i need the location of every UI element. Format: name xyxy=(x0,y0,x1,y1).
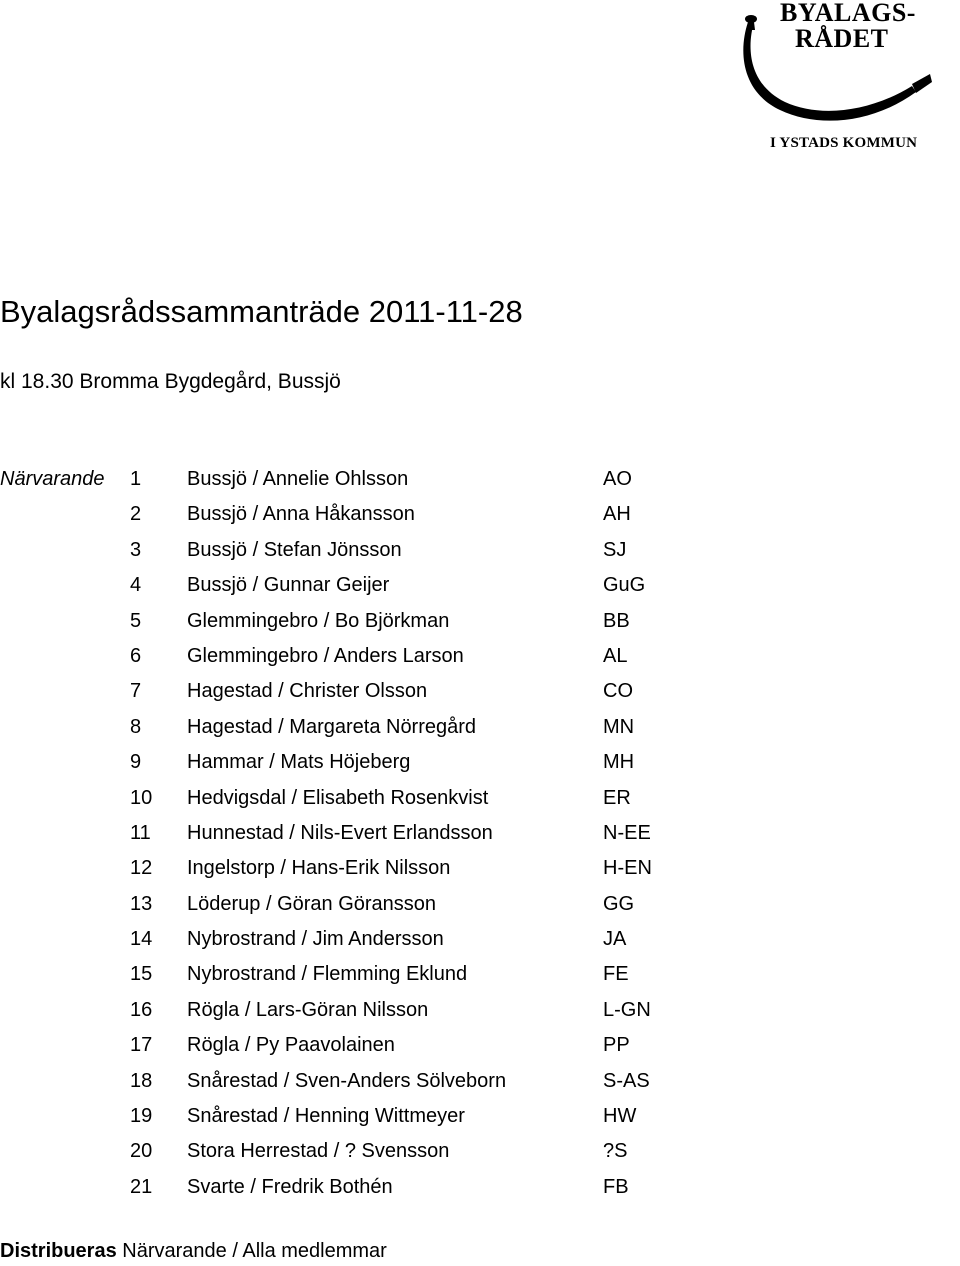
attendee-name: Bussjö / Stefan Jönsson xyxy=(187,538,402,561)
attendee-name: Hedvigsdal / Elisabeth Rosenkvist xyxy=(187,786,489,809)
attendee-initials: ?S xyxy=(603,1140,628,1163)
attendee-initials: AL xyxy=(603,644,628,667)
attendee-number: 6 xyxy=(130,644,142,667)
attendee-row xyxy=(0,783,960,818)
attendee-number: 19 xyxy=(130,1105,153,1128)
attendee-row xyxy=(0,499,960,534)
attendee-initials: JA xyxy=(603,928,627,951)
page-title: Byalagsrådssammanträde 2011-11-28 xyxy=(0,294,523,329)
attendee-number: 14 xyxy=(130,928,153,951)
attendee-row xyxy=(0,1030,960,1065)
attendee-number: 12 xyxy=(130,857,153,880)
attendee-name: Rögla / Lars-Göran Nilsson xyxy=(187,998,429,1021)
attendee-initials: H-EN xyxy=(603,857,652,880)
attendee-initials: GuG xyxy=(603,574,646,597)
attendee-name: Nybrostrand / Flemming Eklund xyxy=(187,963,468,986)
attendee-name: Stora Herrestad / ? Svensson xyxy=(187,1140,450,1163)
attendee-row xyxy=(0,535,960,570)
attendee-name: Svarte / Fredrik Bothén xyxy=(187,1175,393,1198)
attendee-initials: ER xyxy=(603,786,631,809)
attendee-row xyxy=(0,1172,960,1207)
attendee-name: Bussjö / Annelie Ohlsson xyxy=(187,468,409,490)
attendee-name: Nybrostrand / Jim Andersson xyxy=(187,928,444,951)
distribution-value: Närvarande / Alla medlemmar xyxy=(122,1240,387,1262)
attendee-row xyxy=(0,464,960,499)
attendee-number: 16 xyxy=(130,998,153,1021)
attendee-name: Snårestad / Henning Wittmeyer xyxy=(187,1105,465,1128)
attendee-row xyxy=(0,1066,960,1101)
attendee-name: Glemmingebro / Bo Björkman xyxy=(187,609,450,632)
attendee-initials: AO xyxy=(603,468,632,490)
attendee-number: 17 xyxy=(130,1034,153,1057)
attendee-initials: MN xyxy=(603,715,635,738)
attendee-row xyxy=(0,676,960,711)
attendee-initials: AH xyxy=(603,503,631,526)
attendee-initials: L-GN xyxy=(603,998,651,1021)
attendee-number: 4 xyxy=(130,574,142,597)
attendee-name: Bussjö / Anna Håkansson xyxy=(187,503,415,526)
attendee-name: Hammar / Mats Höjeberg xyxy=(187,751,411,774)
attendee-initials: GG xyxy=(603,892,635,915)
attendee-row xyxy=(0,570,960,605)
attendee-number: 2 xyxy=(130,503,142,526)
attendee-row xyxy=(0,606,960,641)
attendee-initials: BB xyxy=(603,609,630,632)
attendee-row xyxy=(0,889,960,924)
attendee-name: Hagestad / Margareta Nörregård xyxy=(187,715,477,738)
attendee-row xyxy=(0,747,960,782)
attendee-initials: S-AS xyxy=(603,1069,650,1092)
attendee-initials: FE xyxy=(603,963,629,986)
attendee-number: 5 xyxy=(130,609,142,632)
distribution-line xyxy=(0,1236,387,1266)
attendee-name: Hagestad / Christer Olsson xyxy=(187,680,428,703)
attendee-row xyxy=(0,959,960,994)
logo-title-line1: BYALAGS- xyxy=(780,0,916,27)
meeting-time-location: kl 18.30 Bromma Bygdegård, Bussjö xyxy=(0,370,341,393)
attendee-number: 1 xyxy=(130,468,142,490)
attendee-number: 3 xyxy=(130,538,142,561)
attendee-row xyxy=(0,818,960,853)
attendee-list xyxy=(0,464,960,1207)
attendee-row xyxy=(0,712,960,747)
attendee-row xyxy=(0,1101,960,1136)
attendee-row xyxy=(0,641,960,676)
logo-title-line2: RÅDET xyxy=(795,24,889,53)
attendee-initials: HW xyxy=(603,1105,637,1128)
attendee-row xyxy=(0,1136,960,1171)
attendee-initials: MH xyxy=(603,751,635,774)
attendee-number: 15 xyxy=(130,963,153,986)
attendee-number: 8 xyxy=(130,715,142,738)
attendee-number: 21 xyxy=(130,1175,153,1198)
attendee-row xyxy=(0,924,960,959)
attendee-initials: N-EE xyxy=(603,821,651,844)
attendee-number: 13 xyxy=(130,892,153,915)
attendee-number: 18 xyxy=(130,1069,153,1092)
logo-subtitle: I YSTADS KOMMUN xyxy=(770,135,918,151)
attendee-name: Snårestad / Sven-Anders Sölveborn xyxy=(187,1069,507,1092)
attendee-name: Ingelstorp / Hans-Erik Nilsson xyxy=(187,857,451,880)
attendee-initials: FB xyxy=(603,1175,629,1198)
attendee-name: Bussjö / Gunnar Geijer xyxy=(187,574,390,597)
attendee-number: 11 xyxy=(130,821,151,844)
attendee-row xyxy=(0,995,960,1030)
attendee-name: Rögla / Py Paavolainen xyxy=(187,1034,395,1057)
attendee-initials: SJ xyxy=(603,538,627,561)
distribution-label: Distribueras xyxy=(0,1240,117,1262)
attendee-name: Löderup / Göran Göransson xyxy=(187,892,437,915)
attendee-name: Glemmingebro / Anders Larson xyxy=(187,644,464,667)
attendee-number: 9 xyxy=(130,751,142,774)
attendee-initials: PP xyxy=(603,1034,630,1057)
attendee-initials: CO xyxy=(603,680,633,703)
attendee-row xyxy=(0,853,960,888)
attendee-number: 7 xyxy=(130,680,142,703)
attendee-name: Hunnestad / Nils-Evert Erlandsson xyxy=(187,821,493,844)
attendee-number: 20 xyxy=(130,1140,153,1163)
attendance-label: Närvarande xyxy=(0,468,105,490)
byalagsradet-logo xyxy=(740,0,940,160)
attendee-number: 10 xyxy=(130,786,153,809)
